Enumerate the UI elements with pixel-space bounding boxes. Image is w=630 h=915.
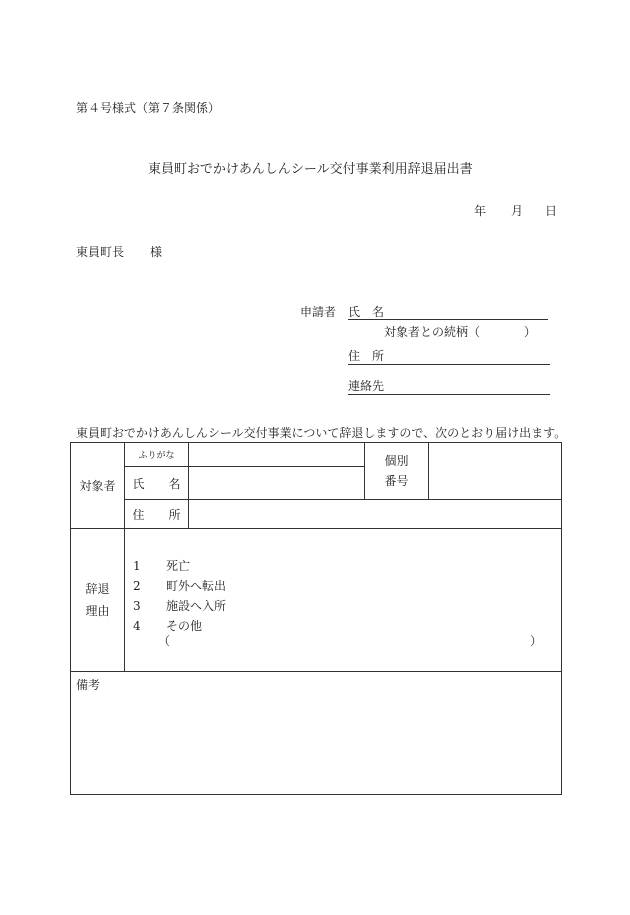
applicant-contact-line[interactable]	[348, 394, 550, 395]
remarks-label: 備考	[76, 678, 101, 692]
reason-option-2[interactable]	[133, 576, 226, 596]
address-input[interactable]	[189, 500, 562, 529]
withdrawal-form-table	[70, 442, 562, 795]
date-year-label: 年	[474, 204, 487, 218]
reason-number: 2	[133, 579, 141, 593]
date-month-label: 月	[511, 204, 524, 218]
other-reason-open: （	[158, 634, 171, 648]
subject-label: 対象者	[79, 479, 116, 493]
individual-label-line1: 個別	[384, 454, 409, 468]
addressee-honorific: 様	[150, 245, 163, 259]
reason-options-cell	[125, 529, 562, 672]
reason-number: 1	[133, 559, 141, 573]
name-label-cell	[125, 467, 189, 500]
applicant-name-label: 氏 名	[348, 305, 385, 319]
reason-number: 3	[133, 599, 141, 613]
remarks-cell[interactable]	[71, 672, 562, 795]
name-label: 氏 名	[132, 476, 181, 491]
reason-label-line2: 理由	[85, 604, 110, 618]
document-title: 東員町おでかけあんしんシール交付事業利用辞退届出書	[148, 162, 473, 177]
applicant-contact-label: 連絡先	[348, 379, 385, 393]
applicant-label: 申請者	[300, 305, 337, 319]
applicant-address-label: 住 所	[348, 349, 385, 363]
reason-text: 町外へ転出	[166, 579, 227, 593]
reason-text: 施設へ入所	[166, 599, 227, 613]
form-number: 第４号様式（第７条関係）	[76, 101, 221, 115]
relation-label: 対象者との続柄（	[384, 325, 481, 339]
furigana-label: ふりがな	[138, 451, 175, 461]
other-reason-input[interactable]	[175, 629, 530, 649]
address-label: 住 所	[132, 507, 181, 522]
individual-label-line2: 番号	[384, 474, 409, 488]
reason-number: 4	[133, 619, 141, 633]
furigana-label-cell	[125, 443, 189, 467]
addressee-name: 東員町長	[76, 245, 125, 259]
reason-label-cell	[71, 529, 125, 672]
other-reason-close: ）	[530, 634, 543, 648]
reason-text: 死亡	[166, 559, 191, 573]
reason-label-line1: 辞退	[85, 582, 110, 596]
relation-close: ）	[524, 325, 537, 339]
applicant-address-line[interactable]	[348, 364, 550, 365]
date-day-label: 日	[545, 204, 558, 218]
reason-option-3[interactable]	[133, 596, 226, 616]
statement: 東員町おでかけあんしんシール交付事業について辞退しますので、次のとおり届け出ます。	[76, 426, 567, 440]
furigana-input[interactable]	[189, 443, 365, 467]
subject-label-cell	[71, 443, 125, 529]
individual-number-input[interactable]	[429, 443, 562, 500]
address-label-cell	[125, 500, 189, 529]
reason-option-1[interactable]	[133, 556, 226, 576]
reason-list	[133, 556, 226, 636]
reason-text: その他	[166, 619, 203, 633]
individual-number-label-cell	[365, 443, 429, 500]
name-input[interactable]	[189, 467, 365, 500]
applicant-name-line[interactable]	[348, 319, 548, 320]
